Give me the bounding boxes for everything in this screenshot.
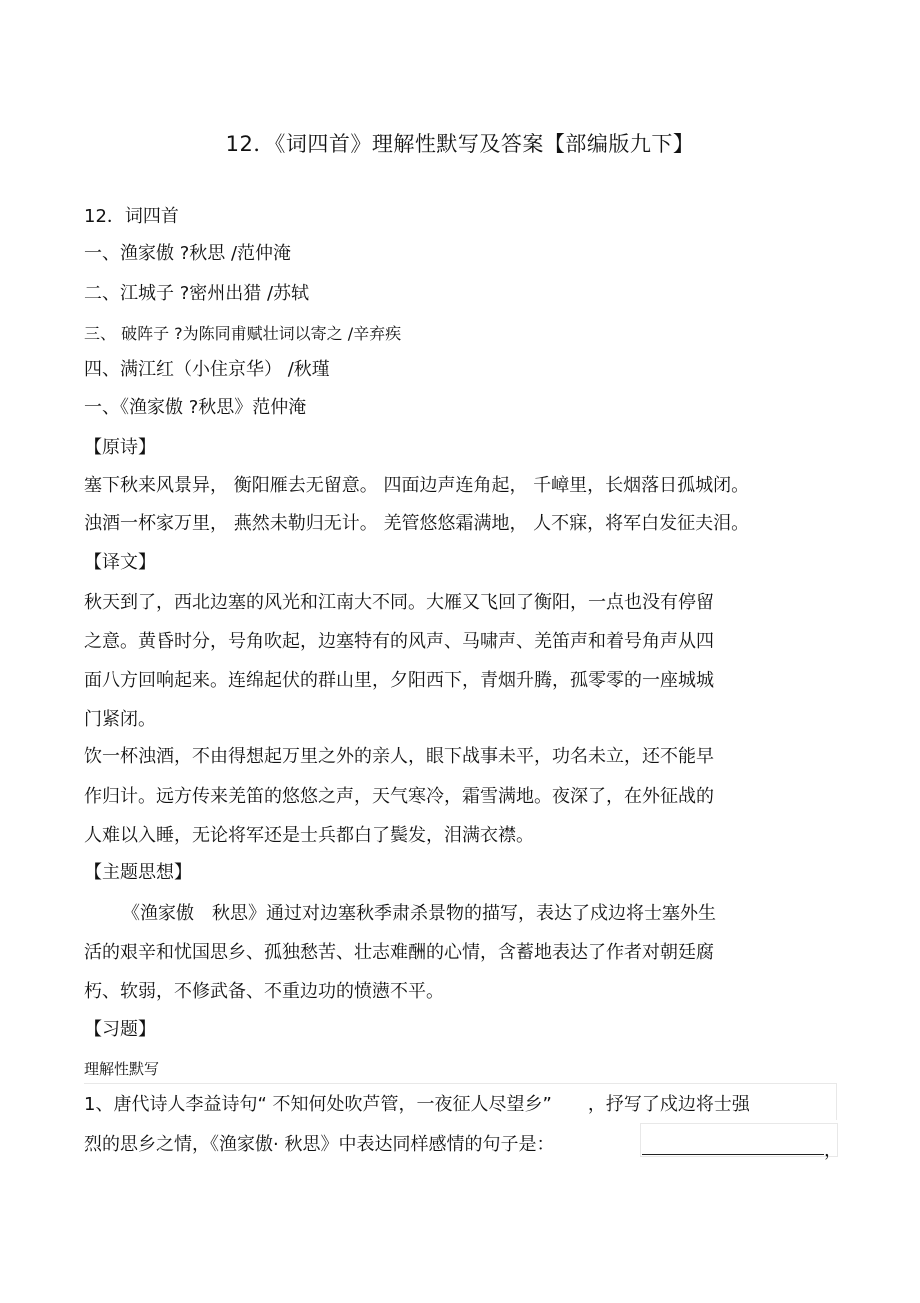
theme-line-2: 活的艰辛和忧国思乡、孤独愁苦、壮志难酬的心情，含蓄地表达了作者对朝廷腐 <box>84 942 714 963</box>
translation-line-6: 作归计。远方传来羌笛的悠悠之声，天气寒冷，霜雪满地。夜深了，在外征战的 <box>84 786 714 807</box>
section-heading: 一、《渔家傲 ?秋思》范仲淹 <box>84 397 307 418</box>
translation-line-4: 门紧闭。 <box>84 709 156 730</box>
question-1-line-1: 1、唐代诗人李益诗句“ 不知何处吹芦管，一夜征人尽望乡” ，抒写了戍边将士强 <box>84 1094 750 1115</box>
translation-line-1: 秋天到了，西北边塞的风光和江南大不同。大雁又飞回了衡阳，一点也没有停留 <box>84 592 714 613</box>
exercise-subheading: 理解性默写 <box>84 1060 160 1078</box>
theme-line-1: 《渔家傲 秋思》通过对边塞秋季肃杀景物的描写，表达了戍边将士塞外生 <box>122 903 716 924</box>
translation-line-2: 之意。黄昏时分，号角吹起，边塞特有的风声、马啸声、羌笛声和着号角声从四 <box>84 631 714 652</box>
poem-line-1: 塞下秋来风景异， 衡阳雁去无留意。 四面边声连角起， 千嶂里，长烟落日孤城闭。 <box>84 475 750 496</box>
answer-blank-line[interactable] <box>642 1154 824 1155</box>
translation-label: 【译文】 <box>84 552 156 573</box>
toc-heading: 12．词四首 <box>84 206 179 227</box>
exercise-label: 【习题】 <box>84 1019 156 1040</box>
translation-line-3: 面八方回响起来。连绵起伏的群山里，夕阳西下，青烟升腾，孤零零的一座城城 <box>84 670 714 691</box>
toc-item-1: 一、渔家傲 ?秋思 /范仲淹 <box>84 243 292 264</box>
question-1-line-2: 烈的思乡之情，《渔家傲· 秋思》中表达同样感情的句子是： <box>84 1134 555 1155</box>
toc-item-4: 四、满江红（小住京华） /秋瑾 <box>84 359 330 380</box>
toc-item-3: 三、 破阵子 ?为陈同甫赋壮词以寄之 /辛弃疾 <box>84 324 402 343</box>
page-title: 12．《词四首》理解性默写及答案【部编版九下】 <box>225 132 695 156</box>
theme-label: 【主题思想】 <box>84 862 192 883</box>
toc-item-2: 二、江城子 ?密州出猎 /苏轼 <box>84 283 310 304</box>
poem-label: 【原诗】 <box>84 437 156 458</box>
translation-line-5: 饮一杯浊酒，不由得想起万里之外的亲人，眼下战事未平，功名未立，还不能早 <box>84 746 714 767</box>
answer-comma: ， <box>824 1140 842 1161</box>
answer-blank-box[interactable] <box>640 1123 838 1157</box>
translation-line-7: 人难以入睡，无论将军还是士兵都白了鬓发，泪满衣襟。 <box>84 825 534 846</box>
poem-line-2: 浊酒一杯家万里， 燕然未勒归无计。 羌管悠悠霜满地， 人不寐，将军白发征夫泪。 <box>84 513 750 534</box>
theme-line-3: 朽、软弱，不修武备、不重边功的愤懑不平。 <box>84 981 444 1002</box>
